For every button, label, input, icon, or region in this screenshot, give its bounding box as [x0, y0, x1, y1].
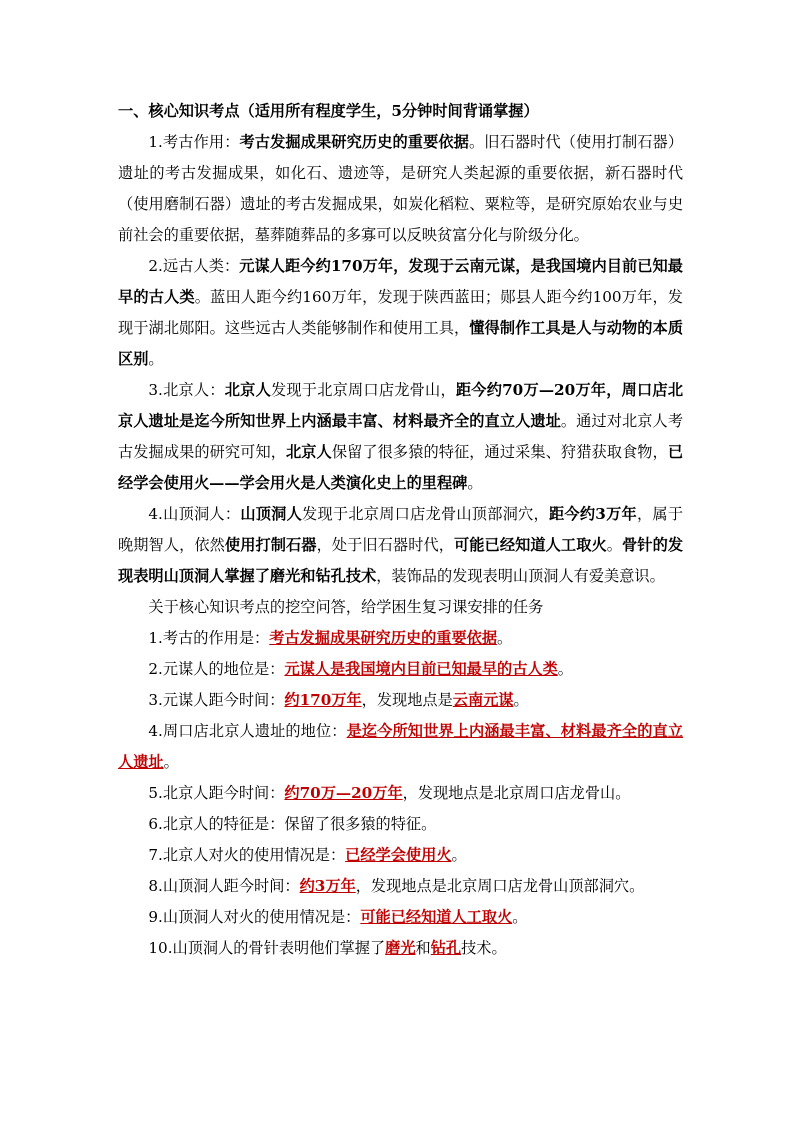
qa-item — [118, 685, 683, 716]
body-text: 考古的作用是： — [162, 629, 270, 647]
section-heading: 一、核心知识考点（适用所有程度学生，5分钟时间背诵掌握） — [118, 102, 539, 120]
key-point-text: 骨针的发现表明山顶洞人掌握了磨光和钻孔技术 — [118, 536, 684, 585]
core-points — [118, 127, 683, 592]
answer-text: 约70万—20万年 — [284, 784, 403, 802]
body-text: 。 — [467, 474, 483, 492]
core-point — [118, 127, 683, 251]
answer-text: 磨光 — [385, 939, 416, 957]
item-number: 2. — [148, 257, 163, 275]
document-page — [118, 96, 683, 964]
body-text: 。 — [512, 908, 528, 926]
qa-item — [118, 871, 683, 902]
body-text: 北京人对火的使用情况是： — [162, 846, 346, 864]
body-text: 。 — [606, 536, 623, 554]
qa-item — [118, 623, 683, 654]
body-text: ，发现地点是北京周口店龙骨山。 — [402, 784, 631, 802]
item-number: 3. — [148, 691, 163, 709]
item-number: 6. — [148, 815, 163, 833]
body-text: 。 — [513, 691, 529, 709]
item-number: 5. — [148, 784, 163, 802]
key-point-text: 北京人 — [286, 443, 332, 461]
item-number: 1. — [148, 133, 163, 151]
key-point-text: 使用打制石器 — [224, 536, 317, 554]
item-number: 4. — [148, 505, 163, 523]
qa-item — [118, 716, 683, 778]
answer-text: 钻孔 — [430, 939, 462, 957]
body-text: 。 — [497, 629, 513, 647]
answer-text: 约170万年 — [284, 691, 362, 709]
body-text: 。通过对北京人考古发掘成果的研究可知， — [118, 412, 684, 461]
answer-text: 云南元谋 — [452, 691, 514, 709]
key-point-text: 考古发掘成果研究历史的重要依据 — [239, 133, 469, 151]
body-text: 考古作用： — [162, 133, 240, 151]
key-point-text: 元谋人距今约170万年，发现于云南元谋，是我国境内目前已知最早的古人类 — [118, 257, 683, 306]
body-text: 远古人类： — [162, 257, 240, 275]
core-point — [118, 251, 683, 375]
body-text: 山顶洞人： — [162, 505, 241, 523]
answer-text: 是迄今所知世界上内涵最丰富、材料最齐全的直立人遗址 — [118, 722, 684, 771]
body-text: 。 — [163, 753, 179, 771]
body-text: 周口店北京人遗址的地位： — [162, 722, 347, 740]
item-number: 3. — [148, 381, 163, 399]
answer-text: 可能已经知道人工取火 — [360, 908, 513, 926]
body-text: ，发现地点是北京周口店龙骨山顶部洞穴。 — [355, 877, 645, 895]
qa-item — [118, 933, 683, 964]
body-text: 元谋人的地位是： — [162, 660, 285, 678]
key-point-text: 北京人 — [224, 381, 271, 399]
body-text: 和 — [415, 939, 431, 957]
key-point-text: 距今约3万年 — [548, 505, 637, 523]
body-text: ，属于晚期智人，依然 — [118, 505, 684, 554]
core-point — [118, 499, 683, 592]
core-point — [118, 375, 683, 499]
body-text: 山顶洞人距今时间： — [162, 877, 300, 895]
answer-text: 已经学会使用火 — [345, 846, 452, 864]
body-text: 北京人： — [162, 381, 225, 399]
body-text: 发现于北京周口店龙骨山顶部洞穴， — [302, 505, 549, 523]
item-number: 1. — [148, 629, 163, 647]
answer-text: 约3万年 — [299, 877, 356, 895]
qa-intro: 关于核心知识考点的挖空问答，给学困生复习课安排的任务 — [148, 598, 544, 616]
key-point-text: 可能已经知道人工取火 — [454, 536, 607, 554]
qa-item — [118, 902, 683, 933]
body-text: 保留了很多猿的特征，通过采集、狩猎获取食物， — [331, 443, 668, 461]
answer-text: 考古发掘成果研究历史的重要依据 — [269, 629, 498, 647]
body-text: 发现于北京周口店龙骨山， — [270, 381, 456, 399]
body-text: 。 — [557, 660, 573, 678]
item-number: 10. — [148, 939, 173, 957]
body-text: 山顶洞人对火的使用情况是： — [162, 908, 361, 926]
answer-text: 元谋人是我国境内目前已知最早的古人类 — [284, 660, 558, 678]
body-text: 。 — [451, 846, 467, 864]
body-text: 北京人的特征是：保留了很多猿的特征。 — [162, 815, 437, 833]
body-text: 山顶洞人的骨针表明他们掌握了 — [172, 939, 386, 957]
key-point-text: 懂得制作工具是人与动物的本质区别 — [118, 319, 684, 368]
key-point-text: 山顶洞人 — [240, 505, 303, 523]
body-text: ，装饰品的发现表明山顶洞人有爱美意识。 — [376, 567, 665, 585]
body-text: 。旧石器时代（使用打制石器）遗址的考古发掘成果，如化石、遗迹等，是研究人类起源的重要依据，新石器时代（使用磨制石器）遗址的考古发掘成果，如炭化稻粒、粟粒等，是研究原始农业与史前社会的重要依据，墓葬随葬品的多寡可以反映贫富分化与阶级分化。 — [118, 133, 684, 244]
key-point-text: 已经学会使用火——学会用火是人类演化史上的里程碑 — [118, 443, 684, 492]
body-text: 元谋人距今时间： — [162, 691, 285, 709]
item-number: 8. — [148, 877, 163, 895]
qa-item — [118, 654, 683, 685]
item-number: 9. — [148, 908, 163, 926]
item-number: 4. — [148, 722, 163, 740]
body-text: 技术。 — [461, 939, 507, 957]
key-point-text: 距今约70万—20万年，周口店北京人遗址是迄今所知世界上内涵最丰富、材料最齐全的直立人遗址 — [118, 381, 684, 430]
body-text: ，发现地点是 — [361, 691, 453, 709]
body-text: 北京人距今时间： — [162, 784, 285, 802]
qa-item — [118, 840, 683, 871]
item-number: 2. — [148, 660, 163, 678]
body-text: ，处于旧石器时代， — [316, 536, 455, 554]
item-number: 7. — [148, 846, 163, 864]
qa-item — [118, 778, 683, 809]
body-text: 。蓝田人距今约160万年，发现于陕西蓝田；郧县人距今约100万年，发现于湖北郧阳。这些远古人类能够制作和使用工具， — [118, 288, 683, 337]
body-text: 。 — [148, 350, 164, 368]
qa-item — [118, 809, 683, 840]
qa-list — [118, 623, 683, 964]
